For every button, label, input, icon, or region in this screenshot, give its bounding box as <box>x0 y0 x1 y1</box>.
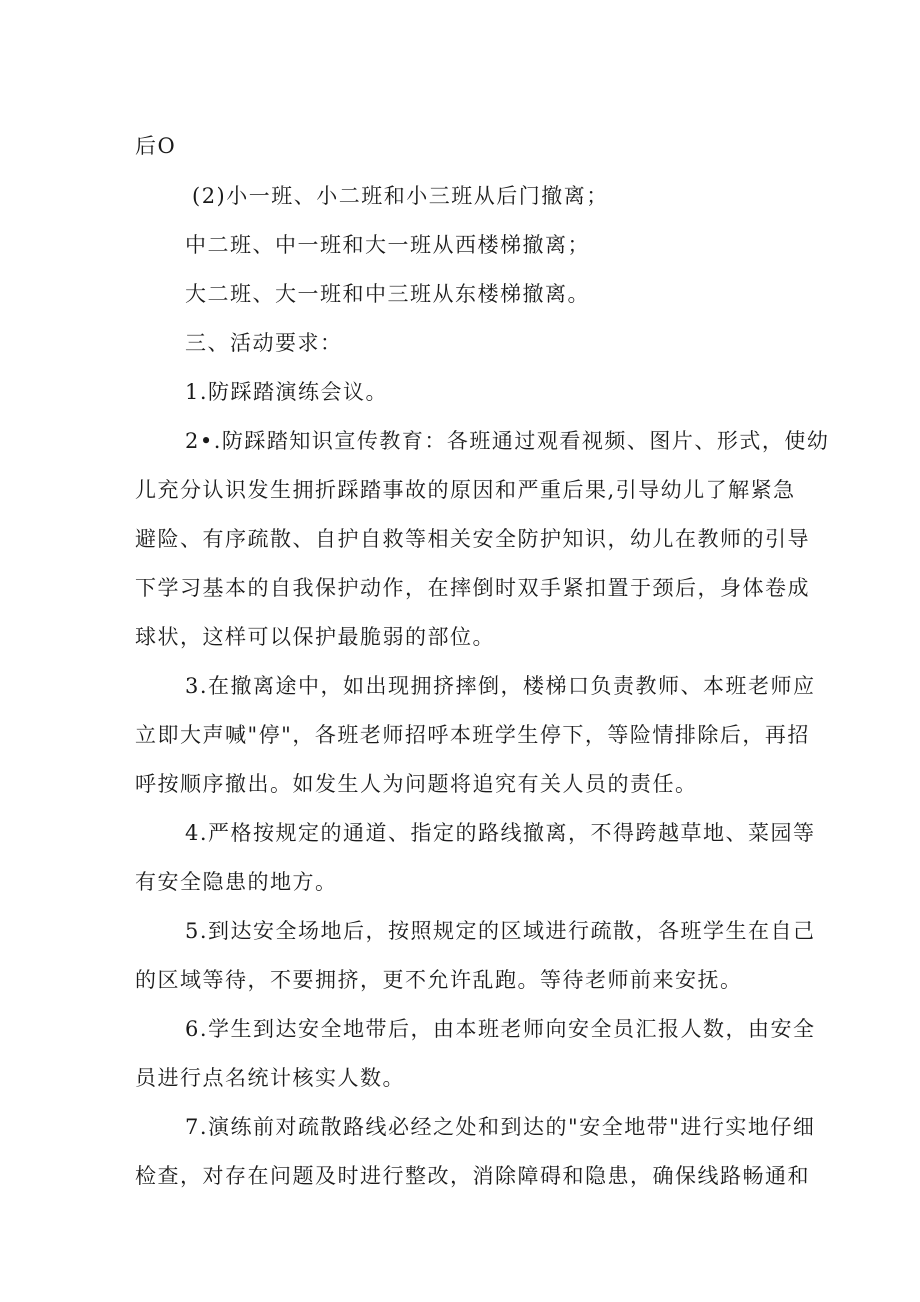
text-line-item-3-start: 3.在撤离途中，如出现拥挤摔倒，楼梯口负责教师、本班老师应 <box>185 674 816 698</box>
text-line-item-4-start: 4.严格按规定的通道、指定的路线撤离，不得跨越草地、菜园等 <box>185 821 816 845</box>
text-line-item-2-cont-2: 避险、有序疏散、自护自救等相关安全防护知识，幼儿在教师的引导 <box>135 527 810 551</box>
text-line-item-6-end: 员进行点名统计核实人数。 <box>135 1066 405 1090</box>
text-line-evacuation-route-2b: 中二班、中一班和大一班从西楼梯撤离； <box>185 233 590 257</box>
text-line-item-7-cont: 检查，对存在问题及时进行整改，消除障碍和隐患，确保线路畅通和 <box>135 1164 810 1188</box>
text-line-item-5-end: 的区域等待，不要拥挤，更不允许乱跑。等待老师前来安抚。 <box>135 968 743 992</box>
text-line-item-7-start: 7.演练前对疏散路线必经之处和到达的"安全地带"进行实地仔细 <box>185 1115 816 1139</box>
text-line-evacuation-route-2a: (2)小一班、小二班和小三班从后门撤离； <box>192 184 609 208</box>
text-line-item-6-start: 6.学生到达安全地带后，由本班老师向安全员汇报人数，由安全 <box>185 1017 816 1041</box>
text-line-item-4-end: 有安全隐患的地方。 <box>135 870 338 894</box>
text-line-item-2-cont-1: 儿充分认识发生拥折踩踏事故的原因和严重后果,引导幼儿了解紧急 <box>135 478 796 502</box>
text-line-item-2-end: 球状，这样可以保护最脆弱的部位。 <box>135 625 495 649</box>
text-line-item-2-start: 2•.防踩踏知识宣传教育：各班通过观看视频、图片、形式，使幼 <box>185 429 830 453</box>
text-line-item-2-cont-3: 下学习基本的自我保护动作，在摔倒时双手紧扣置于颈后，身体卷成 <box>135 576 810 600</box>
text-line-item-3-cont: 立即大声喊"停"，各班老师招呼本班学生停下，等险情排除后，再招 <box>135 723 810 747</box>
text-line-evacuation-route-2c: 大二班、大一班和中三班从东楼梯撤离。 <box>185 282 590 306</box>
text-line-item-3-end: 呼按顺序撤出。如发生人为问题将追究有关人员的责任。 <box>135 772 698 796</box>
text-line-item-1: 1.防踩踏演练会议。 <box>185 380 389 404</box>
text-line-item-5-start: 5.到达安全场地后，按照规定的区域进行疏散，各班学生在自己 <box>185 919 816 943</box>
text-line-continuation: 后O <box>135 134 177 158</box>
section-heading-activity-requirements: 三、活动要求： <box>185 331 343 355</box>
